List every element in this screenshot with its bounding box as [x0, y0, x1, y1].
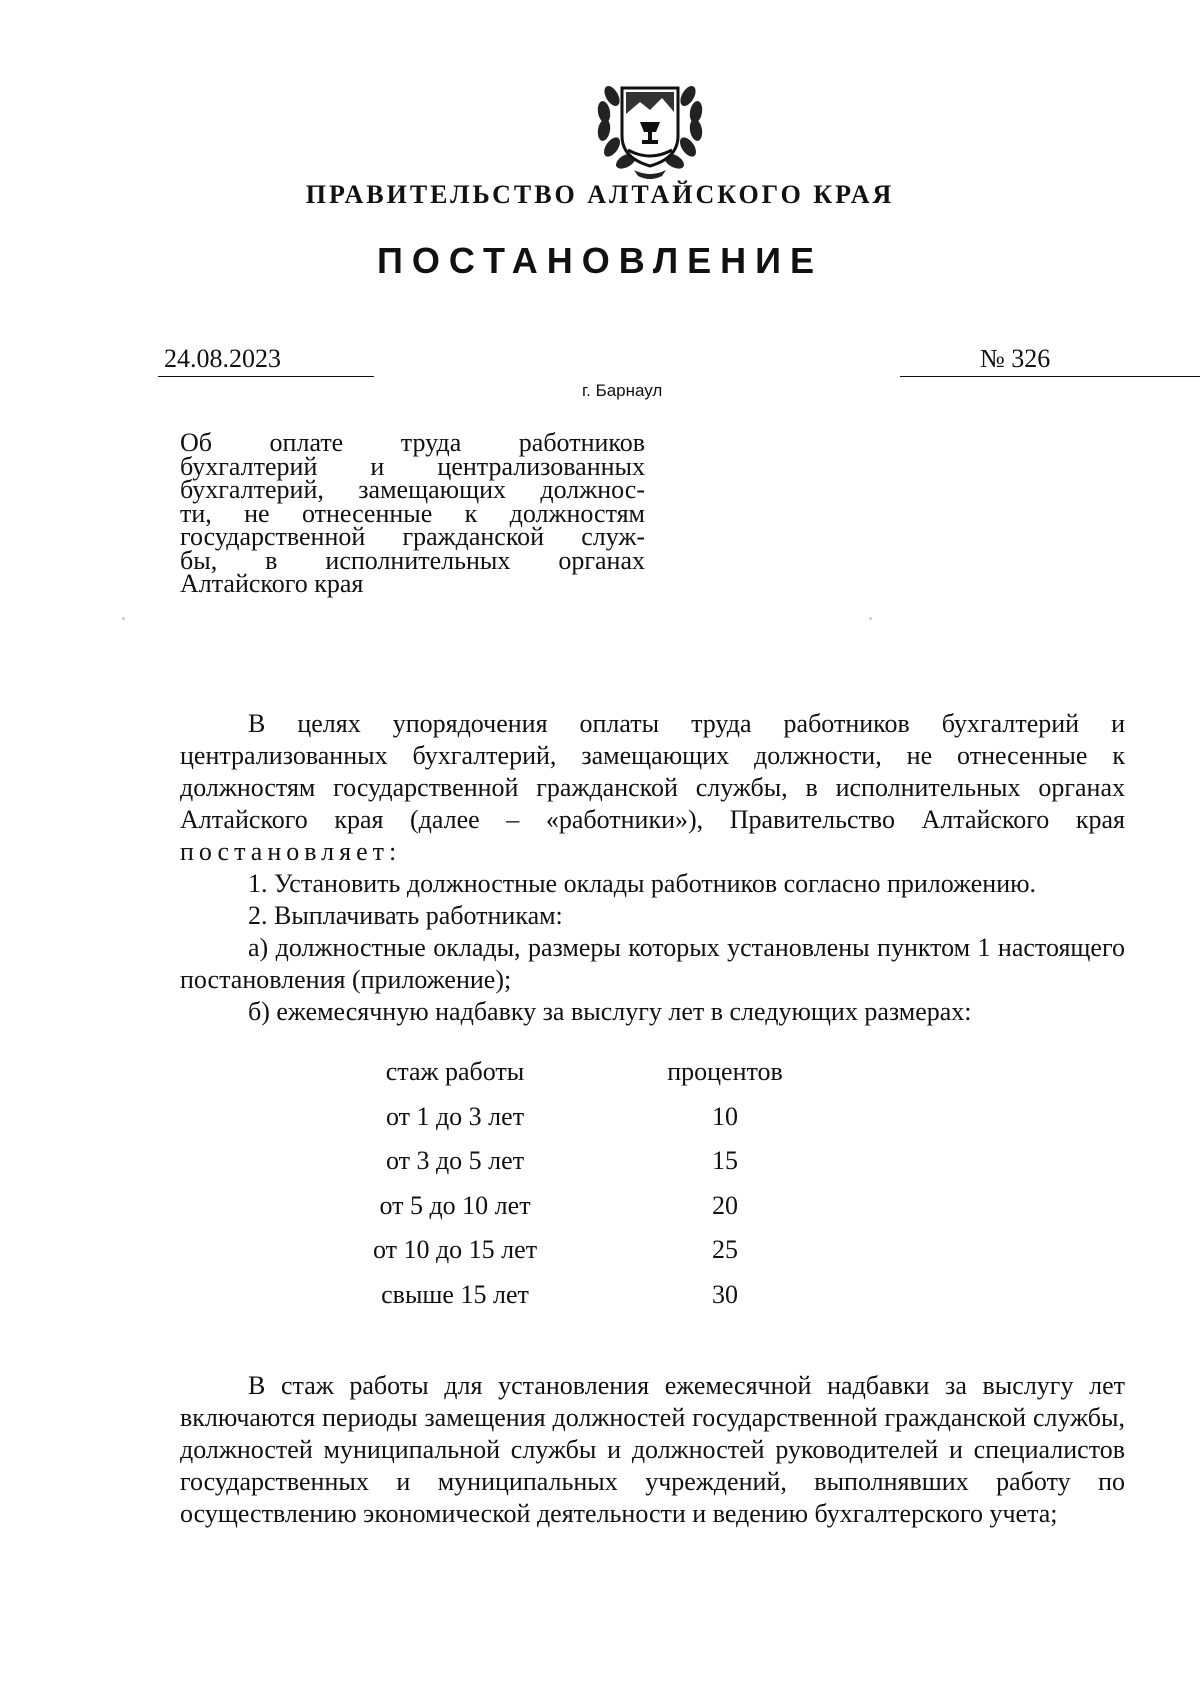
document-number: № 326: [900, 342, 1200, 377]
document-type: ПОСТАНОВЛЕНИЕ: [377, 240, 823, 281]
preamble-paragraph: [180, 708, 1125, 868]
item-1: 1. Установить должностные оклады работников согласно приложению.: [248, 869, 1037, 898]
tenure-cell: от 1 до 3 лет: [385, 1101, 525, 1131]
resolves-word: постановляет:: [180, 837, 402, 866]
percent-cell: 10: [712, 1101, 738, 1131]
tenure-table: [330, 1057, 870, 1324]
government-name: ПРАВИТЕЛЬСТВО АЛТАЙСКОГО КРАЯ: [305, 180, 895, 209]
subject-line: бухгалтерий, замещающих должнос-: [180, 475, 645, 504]
table-row: [330, 1235, 870, 1280]
table-row: [330, 1191, 870, 1236]
item-2: 2. Выплачивать работникам:: [248, 901, 563, 930]
item-2b: б) ежемесячную надбавку за выслугу лет в следующих размерах:: [248, 997, 972, 1026]
tenure-cell: от 5 до 10 лет: [379, 1190, 531, 1220]
tenure-cell: от 3 до 5 лет: [385, 1146, 525, 1175]
scan-artifact: [122, 617, 125, 620]
subject-line: бы, в исполнительных органах: [180, 545, 645, 575]
subject-line: Об оплате труда работников: [180, 428, 645, 457]
percent-cell: 20: [712, 1190, 738, 1220]
subject-line: Алтайского края: [180, 569, 364, 598]
subject-line: государственной гражданской служ-: [180, 522, 645, 551]
document-city: г. Барнаул: [582, 381, 663, 400]
column-header-percent: процентов: [667, 1057, 783, 1086]
tenure-cell: свыше 15 лет: [381, 1279, 529, 1309]
percent-cell: 30: [712, 1279, 738, 1309]
table-row: [330, 1146, 870, 1191]
table-row: [330, 1102, 870, 1147]
document-body: [180, 708, 1125, 1028]
document-date: 24.08.2023: [158, 342, 374, 377]
tenure-cell: от 10 до 15 лет: [372, 1235, 538, 1264]
subject-line: бухгалтерий и централизованных: [180, 451, 645, 481]
percent-cell: 25: [712, 1235, 738, 1264]
percent-cell: 15: [712, 1146, 738, 1175]
item-2a: а) должностные оклады, размеры которых установлены пунктом 1 настоящего постановления (приложение);: [180, 933, 1125, 994]
column-header-tenure: стаж работы: [385, 1057, 525, 1086]
altai-coat-of-arms-icon: [582, 66, 718, 180]
document-subject: [180, 428, 645, 598]
scan-artifact: [869, 617, 872, 620]
table-row: [330, 1280, 870, 1325]
tenure-note-block: [180, 1370, 1125, 1530]
preamble-text: В целях упорядочения оплаты труда работников бухгалтерий и централизованных бухгалтерий, замещающих должности, не отнесенные к должностям государственной гражданской службы, в исполнительных органах Алтайского края (далее – «работники»), Правительство Алтайского края: [180, 709, 1125, 834]
tenure-note-paragraph: В стаж работы для установления ежемесячной надбавки за выслугу лет включаются периоды замещения должностей государственной гражданской службы, должностей муниципальной службы и должностей руководителей и специалистов государственных и муниципальных учреждений, выполнявших работу по осуществлению экономической деятельности и ведению бухгалтерского учета;: [180, 1371, 1125, 1528]
table-header-row: [330, 1057, 870, 1102]
subject-line: ти, не отнесенные к должностям: [180, 498, 645, 528]
